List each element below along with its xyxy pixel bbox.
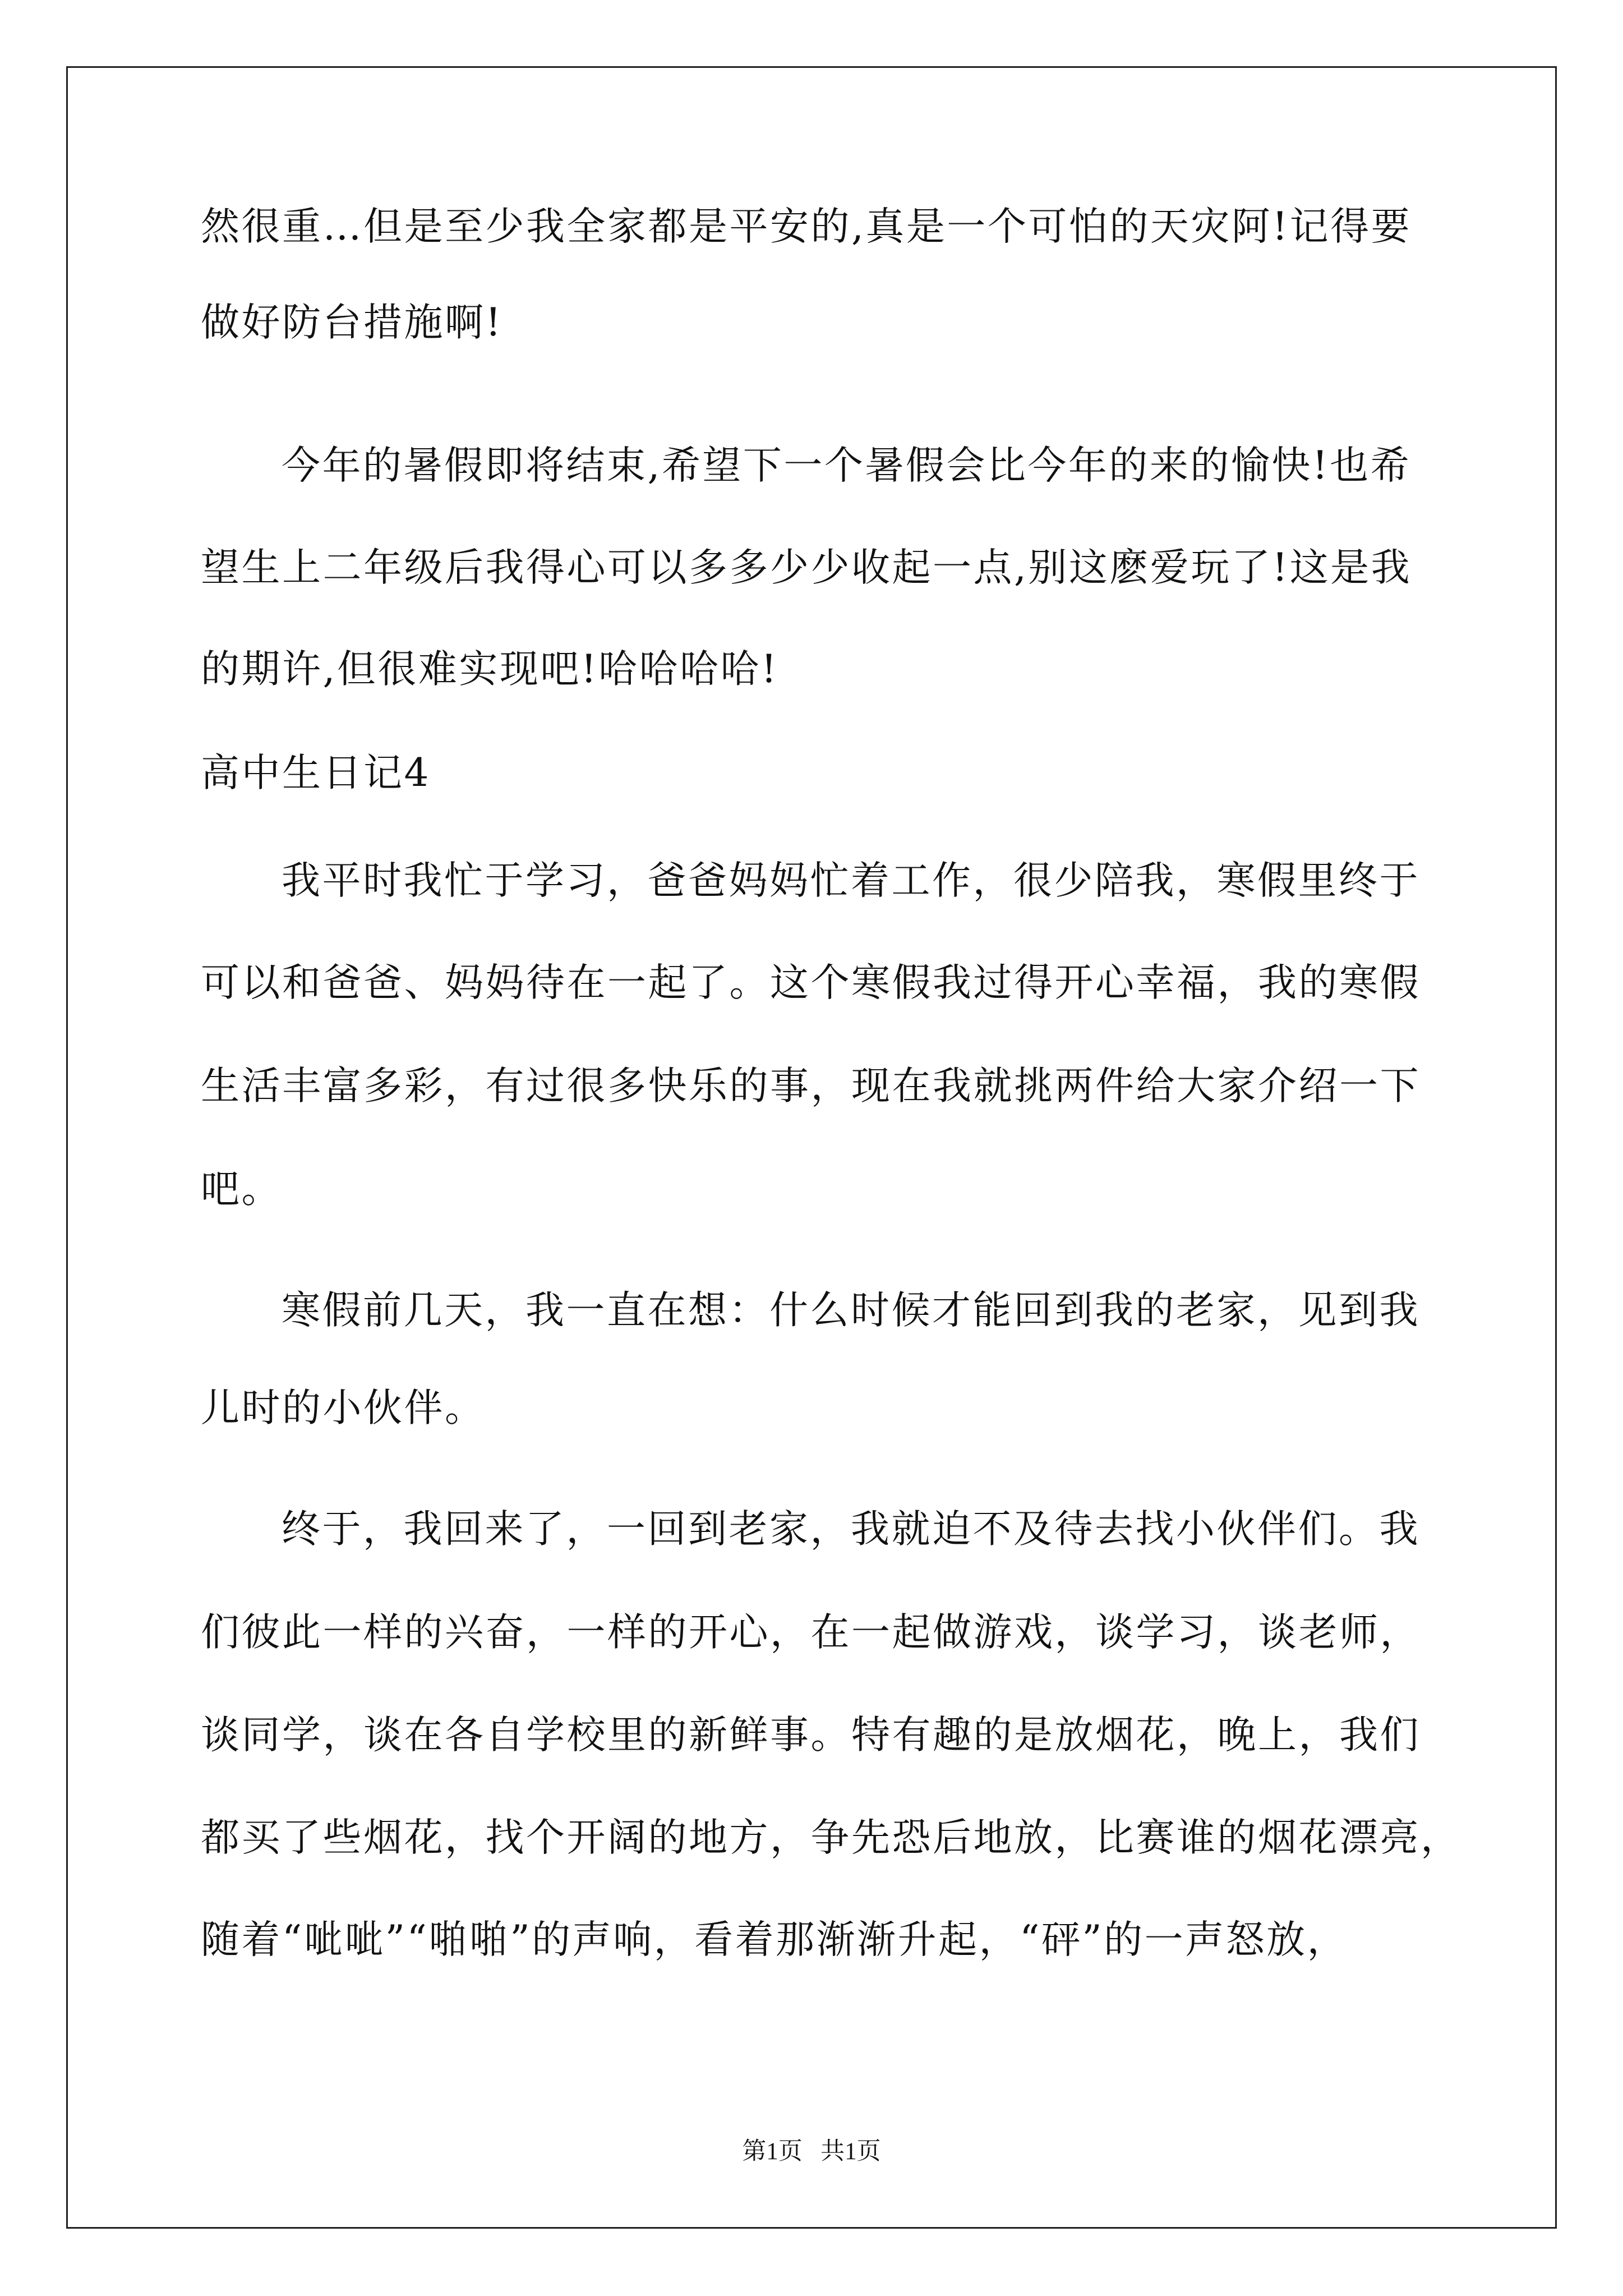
text-line: 可以和爸爸、妈妈待在一起了。这个寒假我过得开心幸福，我的寒假 xyxy=(201,960,1421,1005)
paragraph-first-line: 今年的暑假即将结束,希望下一个暑假会比今年的来的愉快!也希 xyxy=(282,443,1412,488)
text-line: 儿时的小伙伴。 xyxy=(201,1386,486,1430)
text-line: 然很重…但是至少我全家都是平安的,真是一个可怕的天灾阿!记得要 xyxy=(201,204,1412,249)
section-heading: 高中生日记4 xyxy=(201,751,431,795)
text-line: 都买了些烟花，找个开阔的地方，争先恐后地放，比赛谁的烟花漂亮， xyxy=(201,1815,1461,1860)
text-line: 的期许,但很难实现吧!哈哈哈哈! xyxy=(201,647,779,692)
text-line: 随着“呲呲”“啪啪”的声响，看着那渐渐升起，“砰”的一声怒放， xyxy=(201,1917,1348,1962)
paragraph-first-line: 寒假前几天，我一直在想：什么时候才能回到我的老家，见到我 xyxy=(282,1288,1420,1333)
text-line: 生活丰富多彩，有过很多快乐的事，现在我就挑两件给大家介绍一下 xyxy=(201,1064,1421,1108)
text-line: 们彼此一样的兴奋，一样的开心，在一起做游戏，谈学习，谈老师， xyxy=(201,1610,1421,1655)
text-line: 吧。 xyxy=(201,1167,282,1212)
page-border xyxy=(66,66,1557,2229)
text-line: 望生上二年级后我得心可以多多少少收起一点,别这麽爱玩了!这是我 xyxy=(201,545,1412,590)
text-line: 谈同学，谈在各自学校里的新鲜事。特有趣的是放烟花，晚上，我们 xyxy=(201,1713,1421,1757)
paragraph-first-line: 终于，我回来了，一回到老家，我就迫不及待去找小伙伴们。我 xyxy=(282,1507,1420,1552)
page-number-footer: 第1页 共1页 xyxy=(742,2138,881,2165)
paragraph-first-line: 我平时我忙于学习，爸爸妈妈忙着工作，很少陪我，寒假里终于 xyxy=(282,858,1420,903)
text-line: 做好防台措施啊! xyxy=(201,300,503,345)
